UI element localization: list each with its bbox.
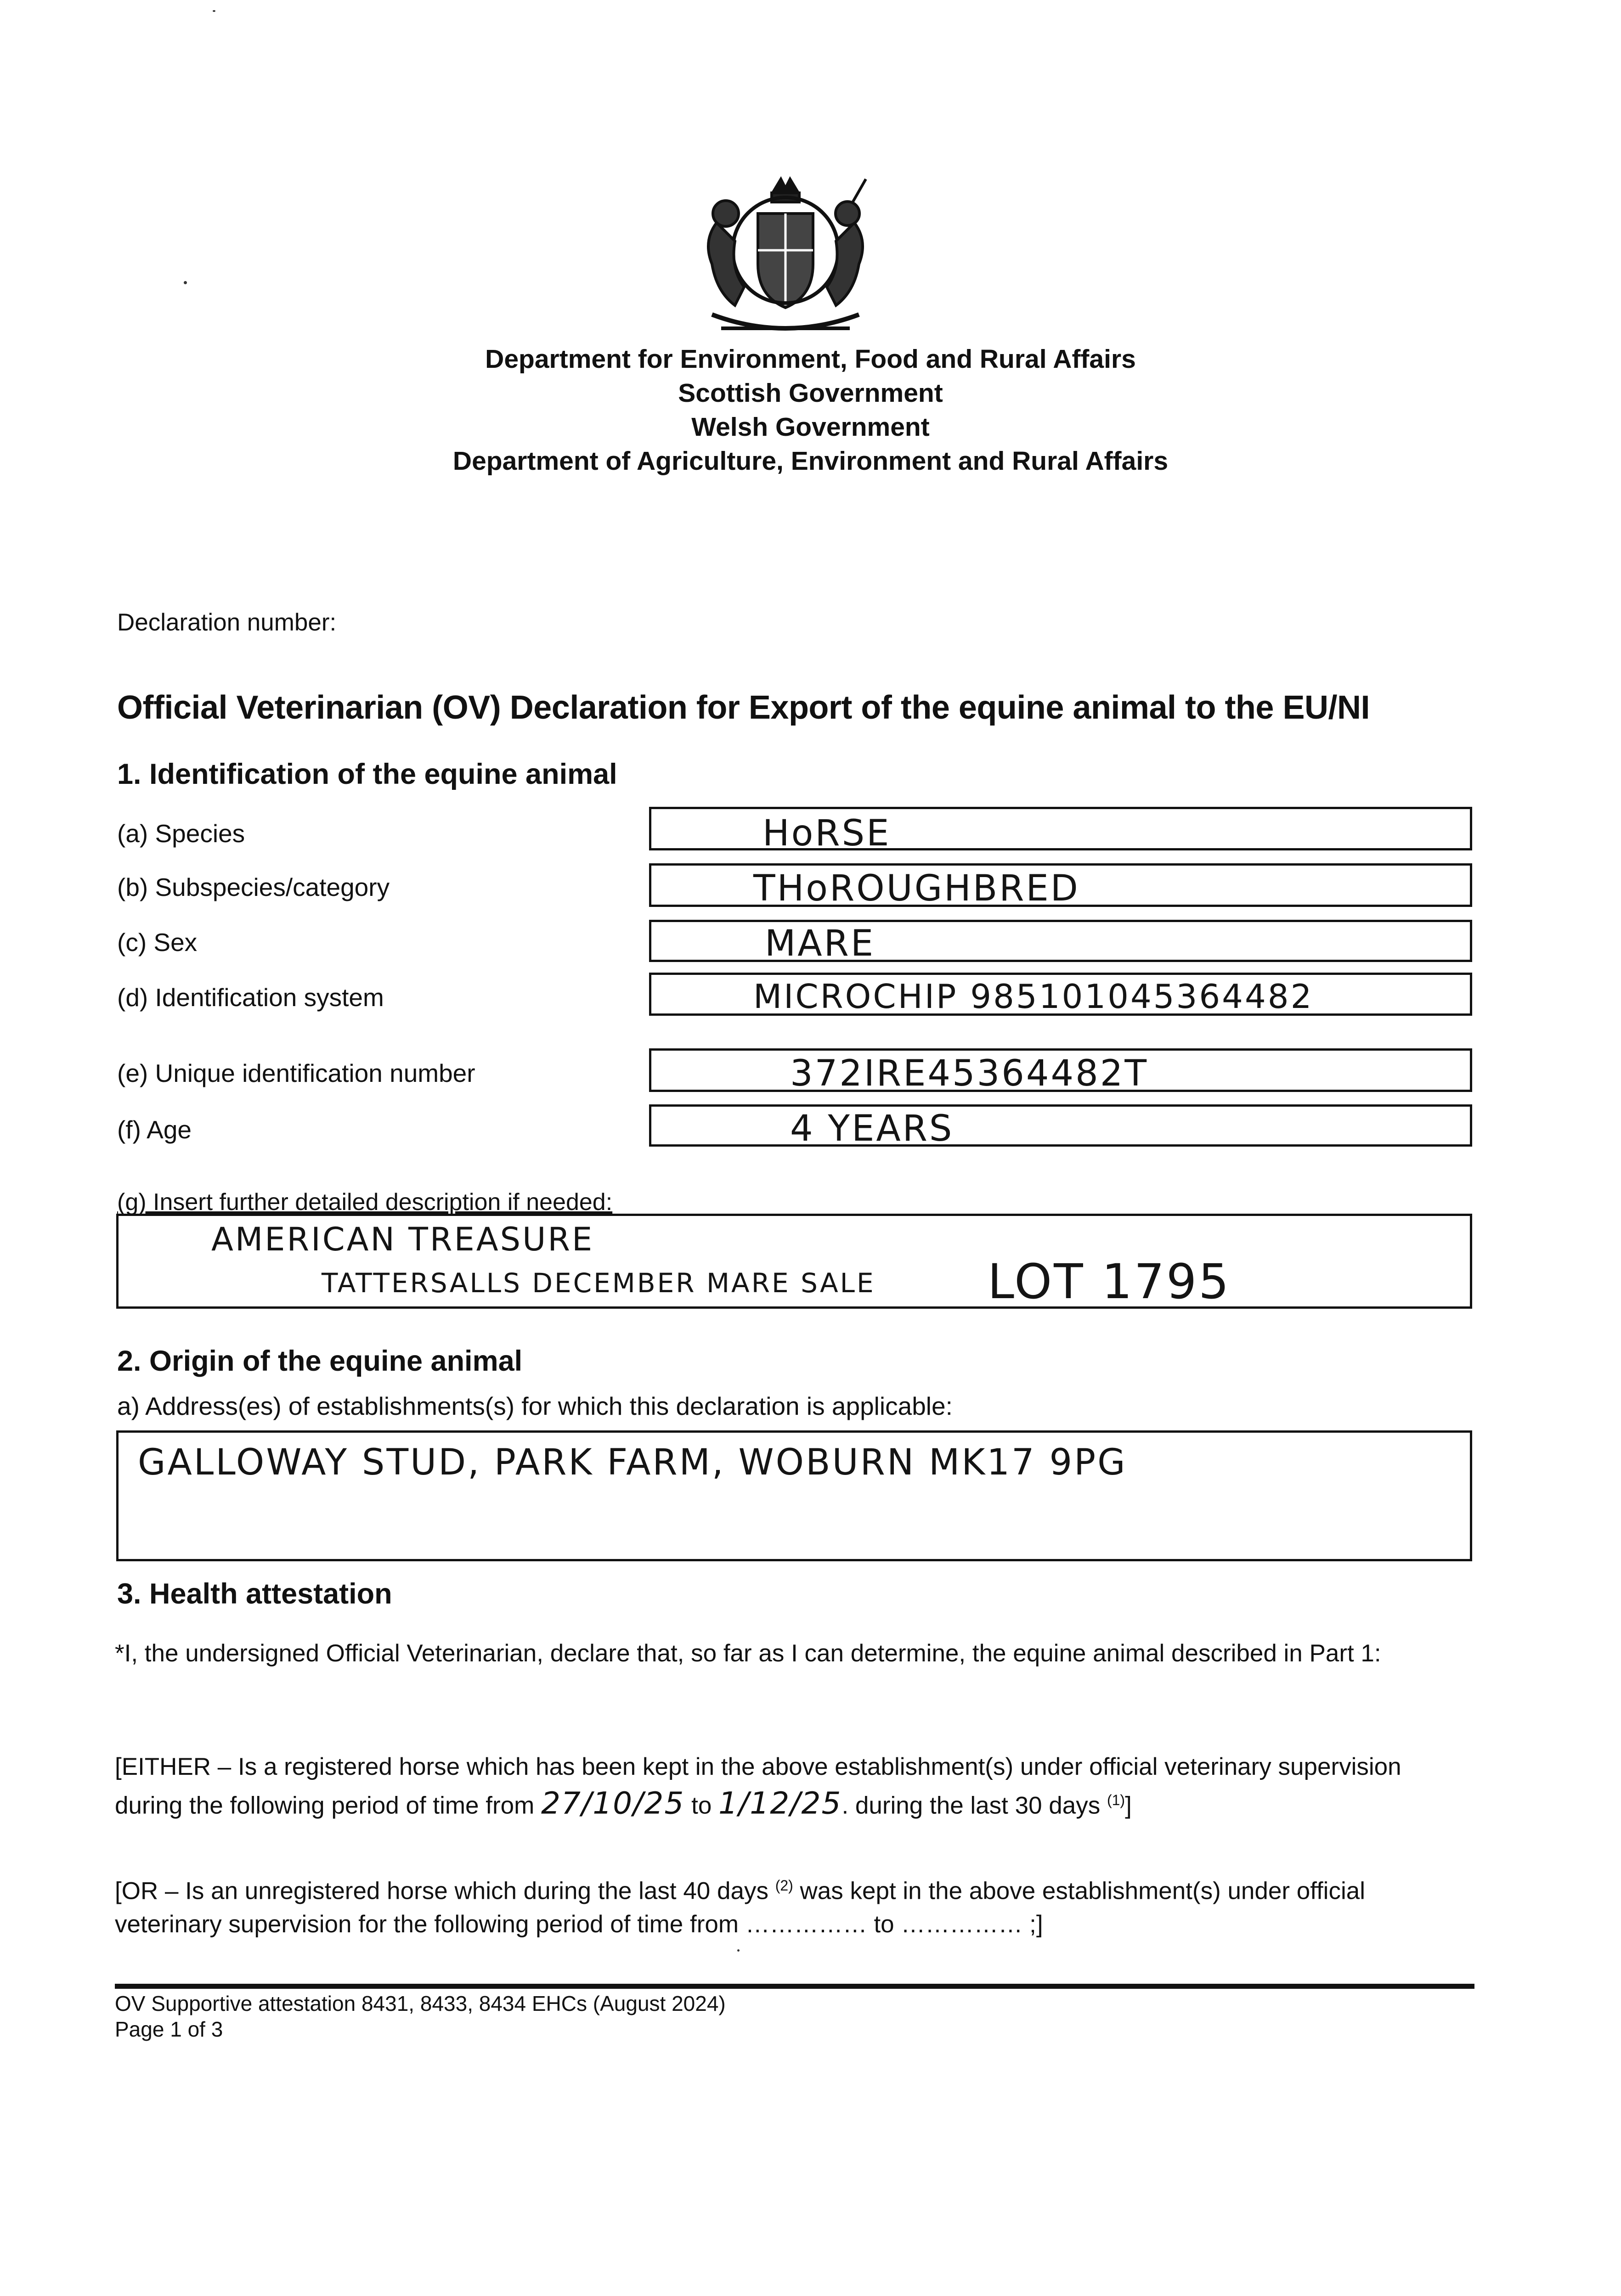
or-text-end: was kept in the above establishment(s) under official veterinary supervision for the following period of time from …………… to …………… ;] [115, 1877, 1365, 1938]
sex-label: (c) Sex [117, 928, 198, 957]
age-value: 4 YEARS [790, 1108, 954, 1149]
department-welsh-government: Welsh Government [691, 412, 930, 442]
either-clause [115, 1750, 1474, 1823]
species-value: HoRSE [762, 813, 891, 854]
or-clause [115, 1869, 1474, 1941]
unique-id-label: (e) Unique identification number [117, 1059, 475, 1087]
age-label: (f) Age [117, 1115, 192, 1144]
identification-system-value: MICROCHIP 985101045364482 [753, 977, 1314, 1016]
either-close-bracket: ] [1125, 1792, 1132, 1819]
either-text-end: . during the last 30 days [842, 1792, 1107, 1819]
scan-speck [184, 281, 187, 284]
either-to-date: 1/12/25 [718, 1785, 842, 1821]
footer [115, 1991, 726, 2042]
footer-page-number: Page 1 of 3 [115, 2017, 223, 2041]
footer-divider [115, 1984, 1474, 1989]
department-names [0, 342, 1621, 478]
further-description-lot: LOT 1795 [988, 1254, 1231, 1310]
further-description-line2: TATTERSALLS DECEMBER MARE SALE [322, 1267, 875, 1299]
section3-heading: 3. Health attestation [117, 1578, 392, 1610]
department-daera: Department of Agriculture, Environment and Rural Affairs [452, 446, 1169, 476]
establishment-address-value: GALLOWAY STUD, PARK FARM, WOBURN MK17 9PG [138, 1442, 1127, 1483]
declaration-number-label: Declaration number: [117, 609, 337, 636]
age-field[interactable] [649, 1104, 1472, 1147]
royal-coat-of-arms-emblem [689, 172, 882, 347]
health-attestation-intro: *I, the undersigned Official Veterinarian, declare that, so far as I can determine, the equine animal described in Part 1: [115, 1640, 1381, 1667]
section1-heading: 1. Identification of the equine animal [117, 758, 617, 790]
either-from-date: 27/10/25 [541, 1785, 685, 1821]
department-defra: Department for Environment, Food and Rural Affairs [485, 344, 1136, 374]
either-text-start: [EITHER – Is a registered horse which has been kept in the above establishment(s) under official veterinary supervision during the following period of time from [115, 1753, 1401, 1819]
either-to-word: to [684, 1792, 719, 1819]
species-label: (a) Species [117, 819, 245, 848]
footer-attestation-ref: OV Supportive attestation 8431, 8433, 8434 EHCs (August 2024) [115, 1992, 726, 2015]
establishment-address-label: a) Address(es) of establishments(s) for which this declaration is applicable: [117, 1392, 953, 1420]
scan-speck [737, 1949, 740, 1952]
section2-heading: 2. Origin of the equine animal [117, 1345, 523, 1377]
scan-speck [213, 10, 215, 12]
subspecies-label: (b) Subspecies/category [117, 873, 390, 901]
identification-system-label: (d) Identification system [117, 983, 384, 1012]
page-title: Official Veterinarian (OV) Declaration for Export of the equine animal to the EU/NI [117, 689, 1370, 726]
unique-id-value: 372IRE45364482T [790, 1053, 1149, 1094]
or-footnote-ref: (2) [775, 1877, 793, 1894]
department-scottish-government: Scottish Government [678, 378, 943, 408]
either-footnote-ref: (1) [1107, 1792, 1125, 1808]
subspecies-value: THoROUGHBRED [753, 868, 1080, 909]
further-description-label: (g) Insert further detailed description if needed: [117, 1189, 613, 1216]
further-description-line1: AMERICAN TREASURE [211, 1221, 594, 1258]
sex-value: MARE [765, 923, 875, 964]
or-text-start: [OR – Is an unregistered horse which during the last 40 days [115, 1877, 775, 1905]
